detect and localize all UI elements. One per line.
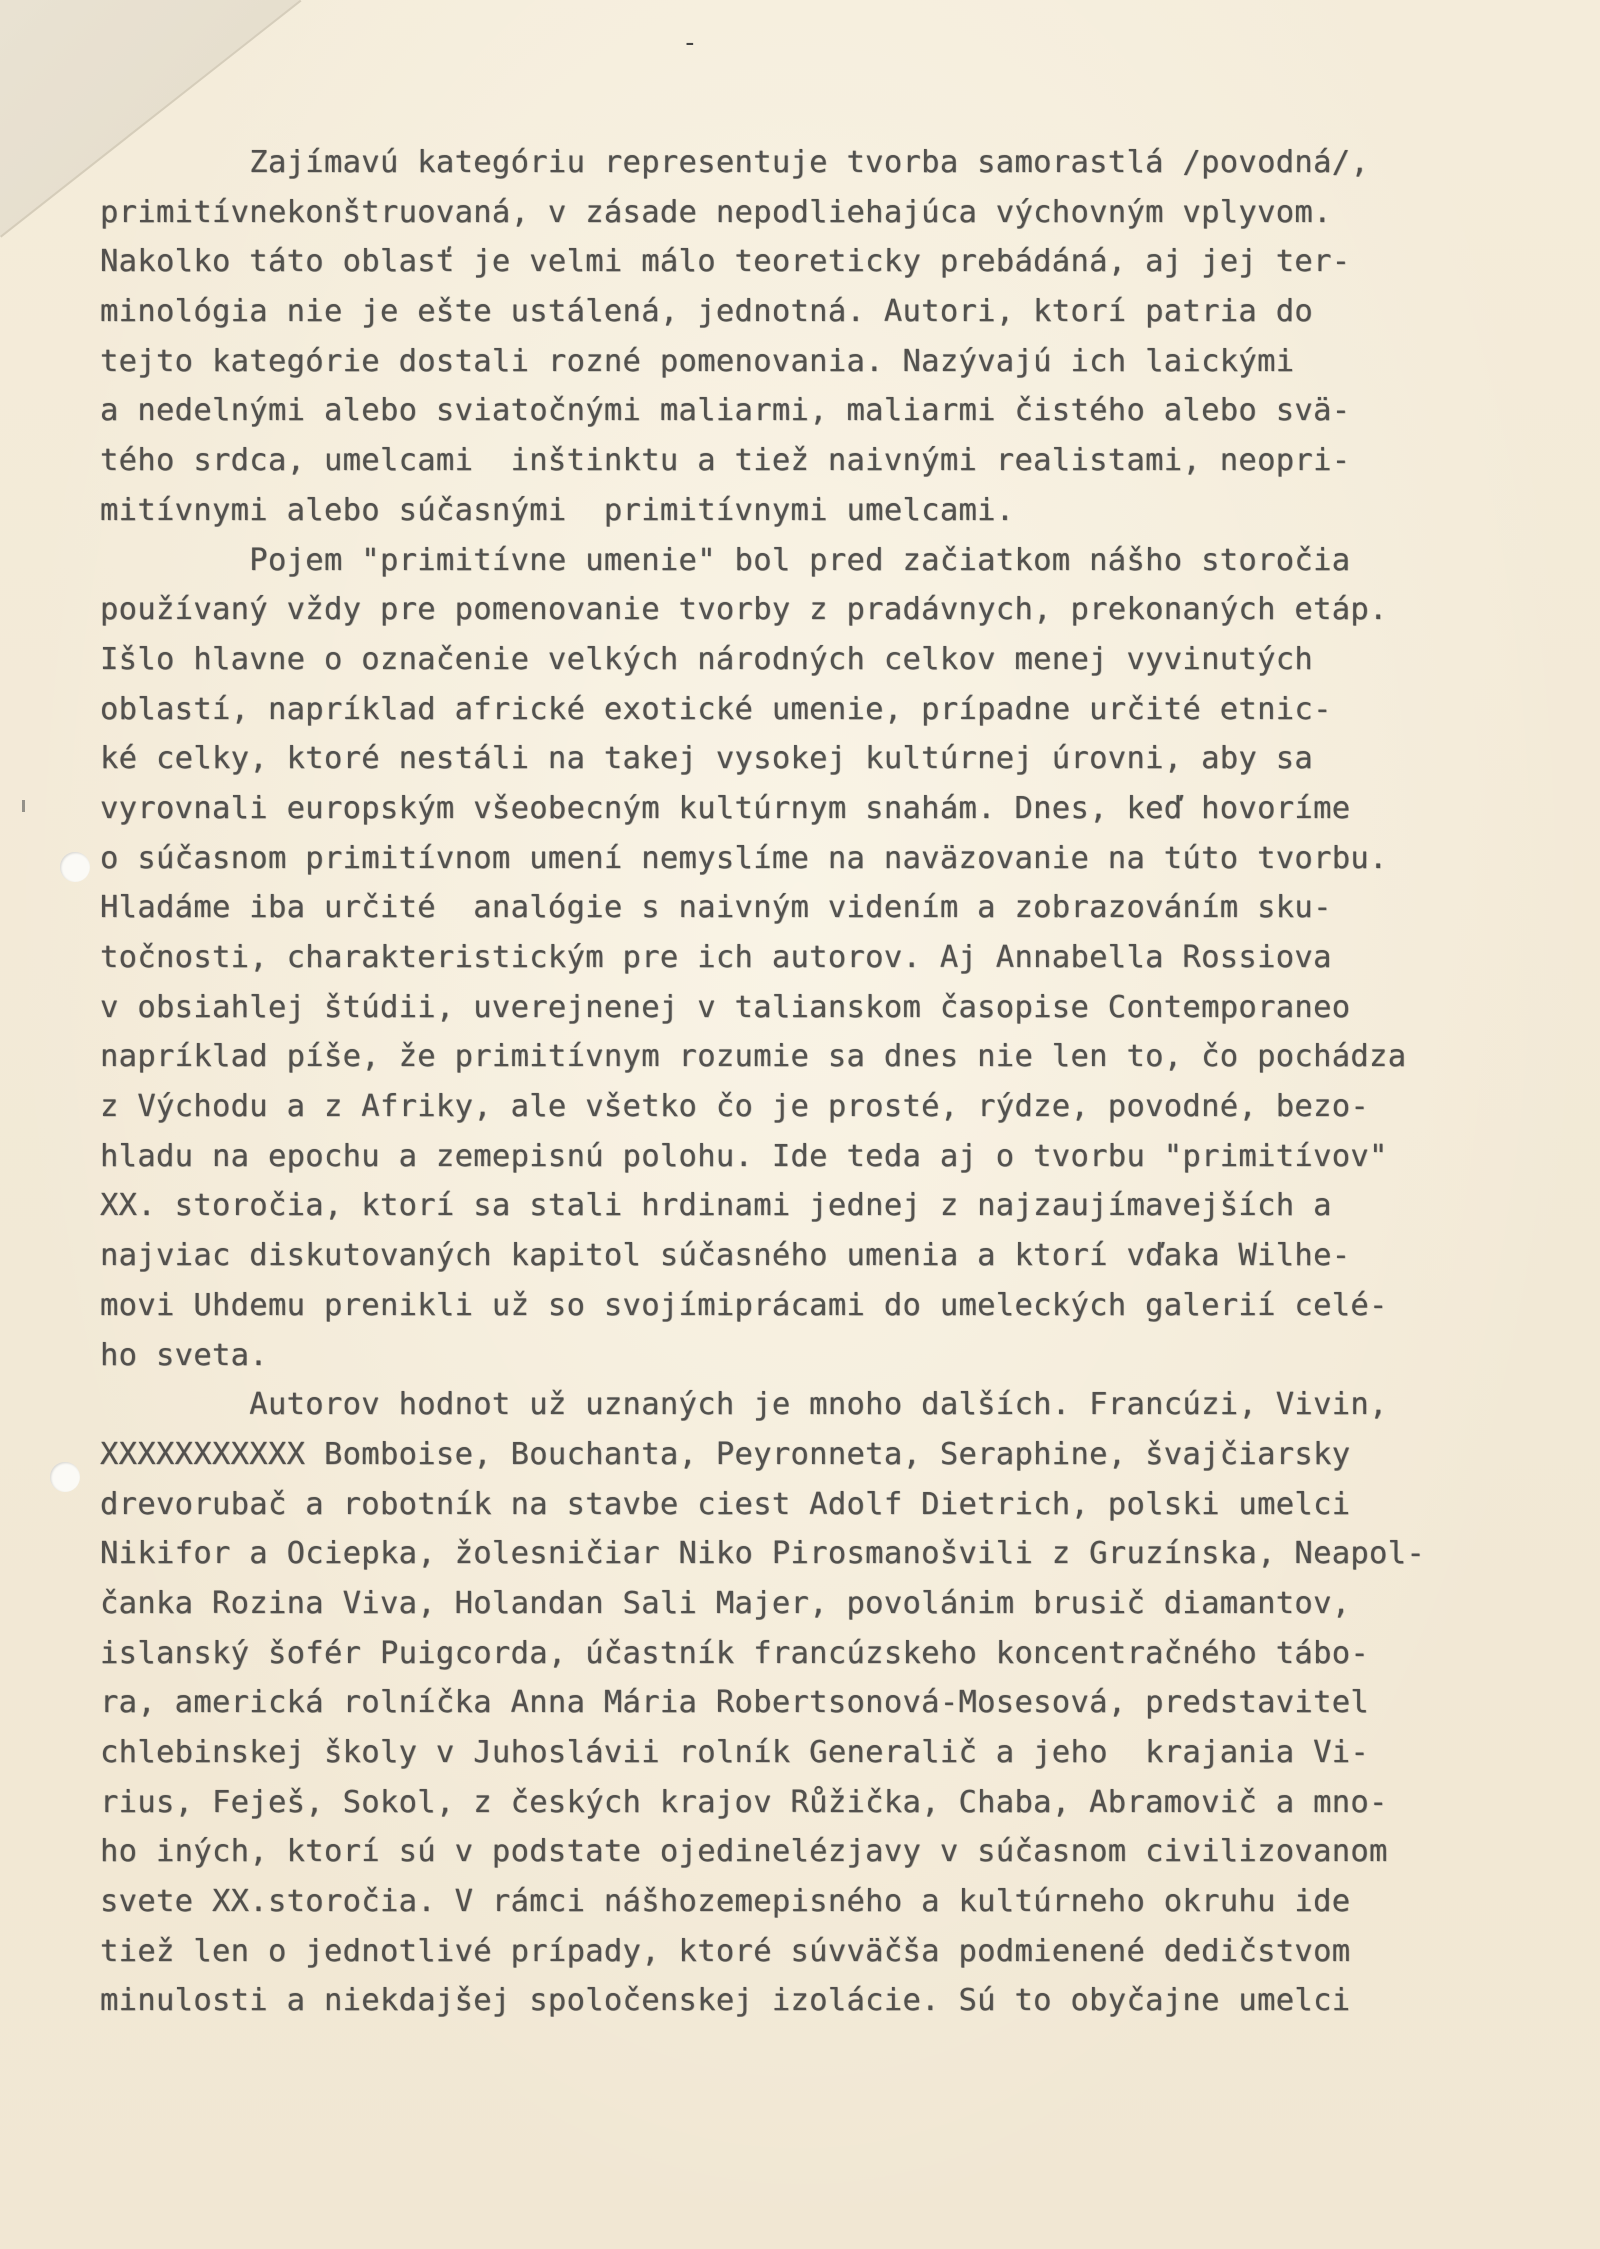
text-line: ho iných, ktorí sú v podstate ojedinelézjavy v súčasnom civilizovanom	[100, 1834, 1388, 1870]
text-line: najviac diskutovaných kapitol súčasného umenia a ktorí vďaka Wilhe-	[100, 1238, 1351, 1274]
text-line: z Východu a z Afriky, ale všetko čo je prosté, rýdze, povodné, bezo-	[100, 1089, 1370, 1125]
text-line: islanský šofér Puigcorda, účastník francúzskeho koncentračného tábo-	[100, 1635, 1370, 1671]
typewritten-text	[100, 138, 1520, 2026]
text-line: minulosti a niekdajšej spoločenskej izolácie. Sú to obyčajne umelci	[100, 1983, 1351, 2019]
text-line: o súčasnom primitívnom umení nemyslíme na naväzovanie na túto tvorbu.	[100, 840, 1388, 876]
text-line: čanka Rozina Viva, Holandan Sali Majer, povolánim brusič diamantov,	[100, 1585, 1351, 1621]
text-line: chlebinskej školy v Juhoslávii rolník Generalič a jeho krajania Vi-	[100, 1735, 1370, 1770]
text-line: XXXXXXXXXXX Bomboise, Bouchanta, Peyronneta, Seraphine, švajčiarsky	[100, 1436, 1351, 1472]
text-line: rius, Feješ, Sokol, z českých krajov Růžička, Chaba, Abramovič a mno-	[100, 1784, 1388, 1820]
text-line: ho sveta.	[100, 1337, 268, 1373]
text-line: svete XX.storočia. V rámci nášhozemepisného a kultúrneho okruhu ide	[100, 1884, 1351, 1920]
text-line: drevorubač a robotník na stavbe ciest Adolf Dietrich, polski umelci	[100, 1486, 1351, 1522]
text-line: v obsiahlej štúdii, uverejnenej v talianskom časopise Contemporaneo	[100, 989, 1351, 1025]
text-line: tejto kategórie dostali rozné pomenovania. Nazývajú ich laickými	[100, 343, 1295, 379]
text-line: Pojem "primitívne umenie" bol pred začiatkom nášho storočia	[100, 542, 1351, 578]
text-line: oblastí, napríklad africké exotické umenie, prípadne určité etnic-	[100, 691, 1332, 727]
text-line: tého srdca, umelcami inštinktu a tiež naivnými realistami, neopri-	[100, 443, 1351, 479]
page-marker: -	[682, 28, 698, 58]
text-line: a nedelnými alebo sviatočnými maliarmi, maliarmi čistého alebo svä-	[100, 393, 1351, 429]
text-line: napríklad píše, že primitívnym rozumie sa dnes nie len to, čo pochádza	[100, 1039, 1407, 1075]
text-line: Hladáme iba určité analógie s naivným videním a zobrazováním sku-	[100, 890, 1332, 926]
text-line: točnosti, charakteristickým pre ich autorov. Aj Annabella Rossiova	[100, 940, 1332, 975]
text-line: vyrovnali europským všeobecným kultúrnym snahám. Dnes, keď hovoríme	[100, 790, 1351, 826]
text-line: ra, americká rolníčka Anna Mária Robertsonová-Mosesová, predstavitel	[100, 1685, 1370, 1721]
punch-hole-lower	[50, 1462, 80, 1492]
text-line: tiež len o jednotlivé prípady, ktoré súvväčša podmienené dedičstvom	[100, 1933, 1351, 1969]
punch-hole-upper	[60, 852, 90, 882]
text-line: minológia nie je ešte ustálená, jednotná. Autori, ktorí patria do	[100, 294, 1314, 330]
text-line: XX. storočia, ktorí sa stali hrdinami jednej z najzaujímavejších a	[100, 1188, 1332, 1224]
text-line: Autorov hodnot už uznaných je mnoho dalších. Francúzi, Vivin,	[100, 1387, 1388, 1423]
text-line: Nakolko táto oblasť je velmi málo teoreticky prebádáná, aj jej ter-	[100, 244, 1351, 280]
text-line: Nikifor a Ociepka, žolesničiar Niko Pirosmanošvili z Gruzínska, Neapol-	[100, 1536, 1426, 1572]
text-line: Išlo hlavne o označenie velkých národných celkov menej vyvinutých	[100, 641, 1314, 677]
text-line: mitívnymi alebo súčasnými primitívnymi umelcami.	[100, 492, 1015, 528]
text-line: hladu na epochu a zemepisnú polohu. Ide teda aj o tvorbu "primitívov"	[100, 1138, 1388, 1174]
text-line: ké celky, ktoré nestáli na takej vysokej kultúrnej úrovni, aby sa	[100, 741, 1314, 777]
text-line: používaný vždy pre pomenovanie tvorby z pradávnych, prekonaných etáp.	[100, 592, 1388, 628]
text-line: movi Uhdemu prenikli už so svojímiprácami do umeleckých galerií celé-	[100, 1287, 1388, 1323]
text-line: Zajímavú kategóriu representuje tvorba samorastlá /povodná/,	[100, 145, 1370, 180]
margin-mark	[22, 800, 25, 812]
text-line: primitívnekonštruovaná, v zásade nepodliehajúca výchovným vplyvom.	[100, 194, 1332, 230]
